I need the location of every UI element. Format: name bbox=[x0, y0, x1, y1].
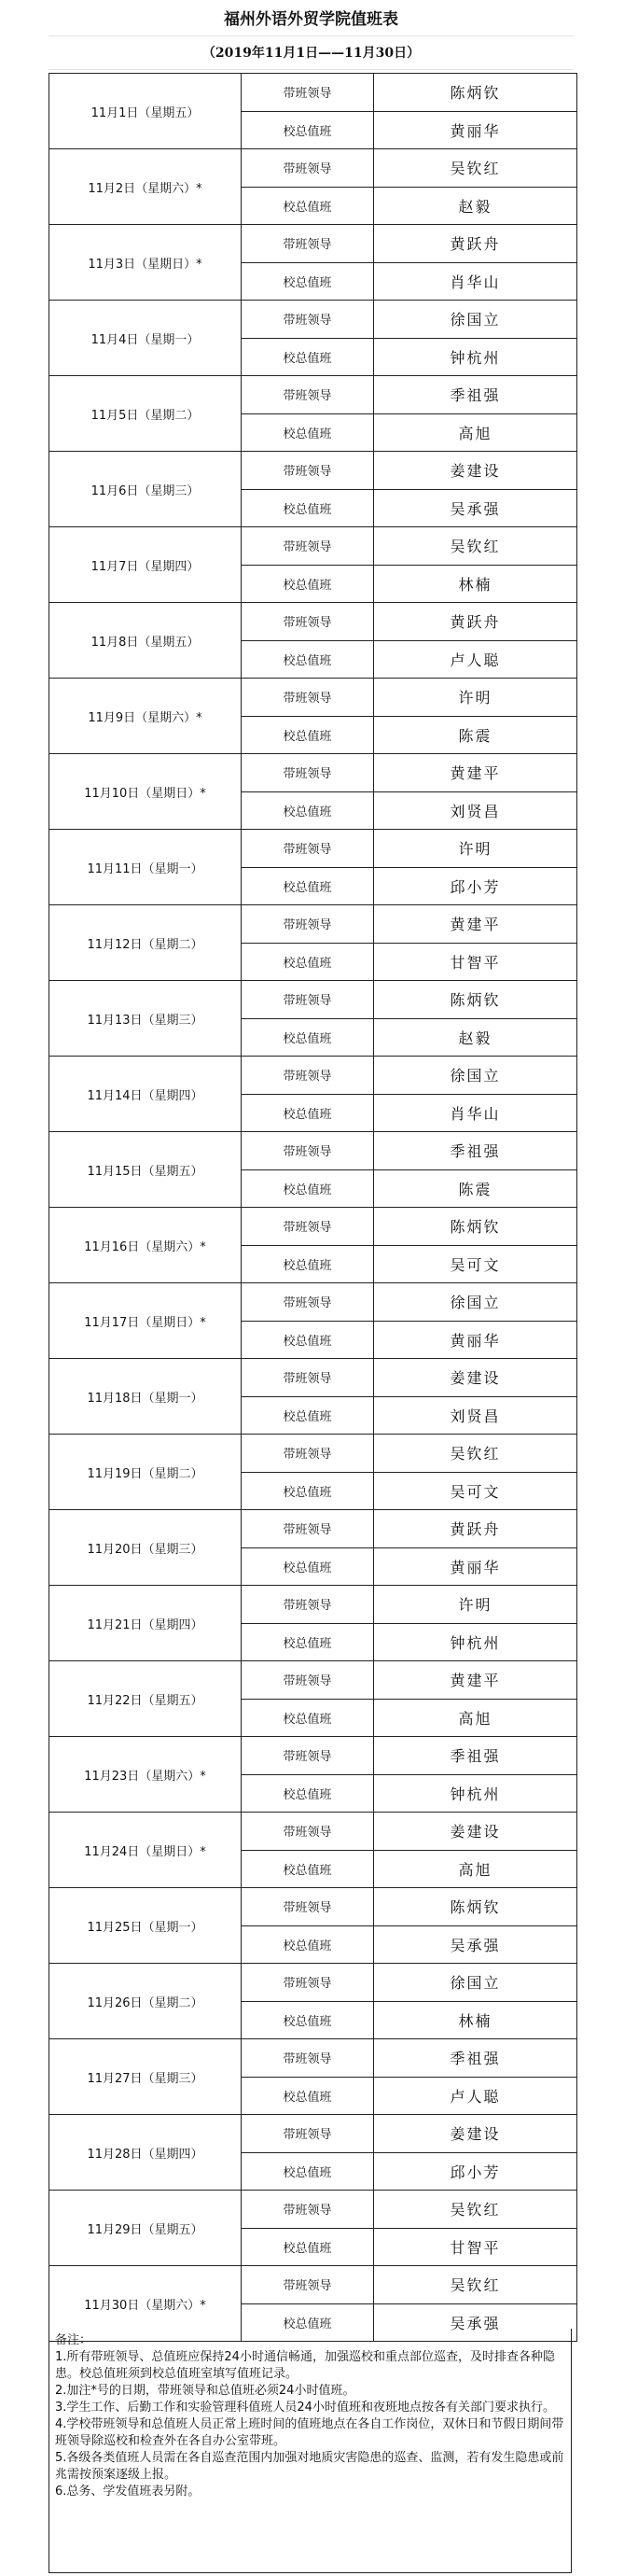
duty-name-cell: 高旭 bbox=[374, 1850, 577, 1888]
date-cell: 11月28日（星期四） bbox=[49, 2115, 242, 2191]
date-cell: 11月5日（星期二） bbox=[49, 376, 242, 452]
leader-name-cell: 吴钦红 bbox=[374, 2191, 577, 2229]
leader-name-cell: 徐国立 bbox=[374, 1283, 577, 1322]
table-row bbox=[49, 1510, 577, 1548]
note-item: 1.所有带班领导、总值班应保持24小时通信畅通，加强巡校和重点部位巡查，及时排查各种隐患。校总值班须到校总值班室填写值班记录。 bbox=[55, 2350, 555, 2381]
date-cell: 11月15日（星期五） bbox=[49, 1132, 242, 1208]
duty-name-cell: 邱小芳 bbox=[374, 2152, 577, 2191]
leader-role-cell: 带班领导 bbox=[242, 1964, 374, 2002]
date-cell: 11月24日（星期日）* bbox=[49, 1813, 242, 1888]
duty-name-cell: 黄丽华 bbox=[374, 1547, 577, 1586]
date-cell: 11月23日（星期六）* bbox=[49, 1737, 242, 1813]
duty-name-cell: 高旭 bbox=[374, 1699, 577, 1737]
date-cell: 11月29日（星期五） bbox=[49, 2191, 242, 2266]
table-row bbox=[49, 603, 577, 641]
duty-role-cell: 校总值班 bbox=[242, 338, 374, 376]
duty-name-cell: 黄丽华 bbox=[374, 111, 577, 149]
duty-role-cell: 校总值班 bbox=[242, 943, 374, 981]
date-cell: 11月17日（星期日）* bbox=[49, 1283, 242, 1359]
table-row bbox=[49, 225, 577, 263]
leader-role-cell: 带班领导 bbox=[242, 2039, 374, 2078]
notes-heading: 备注： bbox=[55, 2333, 92, 2347]
table-row bbox=[49, 1359, 577, 1397]
leader-name-cell: 姜建设 bbox=[374, 1813, 577, 1851]
leader-role-cell: 带班领导 bbox=[242, 1888, 374, 1926]
duty-role-cell: 校总值班 bbox=[242, 2303, 374, 2342]
table-row bbox=[49, 679, 577, 717]
table-row bbox=[49, 981, 577, 1019]
table-row bbox=[49, 830, 577, 868]
duty-role-cell: 校总值班 bbox=[242, 1699, 374, 1737]
leader-role-cell: 带班领导 bbox=[242, 1132, 374, 1170]
table-row bbox=[49, 1283, 577, 1322]
leader-role-cell: 带班领导 bbox=[242, 981, 374, 1019]
duty-role-cell: 校总值班 bbox=[242, 1245, 374, 1283]
duty-role-cell: 校总值班 bbox=[242, 791, 374, 830]
duty-role-cell: 校总值班 bbox=[242, 2152, 374, 2191]
leader-role-cell: 带班领导 bbox=[242, 2191, 374, 2229]
leader-name-cell: 许明 bbox=[374, 1586, 577, 1624]
duty-role-cell: 校总值班 bbox=[242, 2001, 374, 2039]
leader-name-cell: 黄跃舟 bbox=[374, 225, 577, 263]
date-cell: 11月2日（星期六）* bbox=[49, 149, 242, 225]
duty-role-cell: 校总值班 bbox=[242, 1018, 374, 1057]
duty-role-cell: 校总值班 bbox=[242, 1321, 374, 1359]
leader-name-cell: 吴钦红 bbox=[374, 1435, 577, 1473]
date-cell: 11月20日（星期三） bbox=[49, 1510, 242, 1586]
roster-body bbox=[49, 74, 577, 2342]
date-cell: 11月18日（星期一） bbox=[49, 1359, 242, 1435]
leader-role-cell: 带班领导 bbox=[242, 679, 374, 717]
leader-name-cell: 黄建平 bbox=[374, 905, 577, 944]
table-row bbox=[49, 2266, 577, 2304]
leader-name-cell: 季祖强 bbox=[374, 376, 577, 414]
duty-role-cell: 校总值班 bbox=[242, 1396, 374, 1435]
leader-name-cell: 许明 bbox=[374, 679, 577, 717]
leader-role-cell: 带班领导 bbox=[242, 1208, 374, 1246]
leader-role-cell: 带班领导 bbox=[242, 2266, 374, 2304]
table-row bbox=[49, 905, 577, 944]
note-item: 5.各级各类值班人员需在各自巡查范围内加强对地质灾害隐患的巡查、监测，若有发生隐患或前兆需按预案逐级上报。 bbox=[55, 2451, 564, 2482]
duty-name-cell: 林楠 bbox=[374, 565, 577, 603]
date-cell: 11月21日（星期四） bbox=[49, 1586, 242, 1661]
table-row bbox=[49, 74, 577, 112]
table-row bbox=[49, 1813, 577, 1851]
leader-name-cell: 徐国立 bbox=[374, 301, 577, 339]
duty-role-cell: 校总值班 bbox=[242, 187, 374, 225]
leader-role-cell: 带班领导 bbox=[242, 603, 374, 641]
duty-role-cell: 校总值班 bbox=[242, 716, 374, 754]
date-cell: 11月10日（星期日）* bbox=[49, 754, 242, 830]
duty-role-cell: 校总值班 bbox=[242, 867, 374, 905]
leader-name-cell: 吴钦红 bbox=[374, 2266, 577, 2304]
leader-name-cell: 姜建设 bbox=[374, 1359, 577, 1397]
duty-role-cell: 校总值班 bbox=[242, 1774, 374, 1813]
date-cell: 11月3日（星期日）* bbox=[49, 225, 242, 301]
leader-name-cell: 许明 bbox=[374, 830, 577, 868]
leader-name-cell: 黄跃舟 bbox=[374, 1510, 577, 1548]
duty-name-cell: 吴可文 bbox=[374, 1245, 577, 1283]
leader-role-cell: 带班领导 bbox=[242, 149, 374, 188]
duty-name-cell: 黄丽华 bbox=[374, 1321, 577, 1359]
table-row bbox=[49, 1435, 577, 1473]
table-row bbox=[49, 754, 577, 792]
leader-name-cell: 黄建平 bbox=[374, 1661, 577, 1700]
note-item: 2.加注*号的日期，带班领导和总值班必须24小时值班。 bbox=[55, 2384, 355, 2398]
duty-name-cell: 肖华山 bbox=[374, 262, 577, 301]
duty-name-cell: 邱小芳 bbox=[374, 867, 577, 905]
table-row bbox=[49, 1964, 577, 2002]
leader-name-cell: 陈炳钦 bbox=[374, 1888, 577, 1926]
leader-role-cell: 带班领导 bbox=[242, 2115, 374, 2153]
duty-role-cell: 校总值班 bbox=[242, 1925, 374, 1964]
duty-role-cell: 校总值班 bbox=[242, 111, 374, 149]
duty-role-cell: 校总值班 bbox=[242, 413, 374, 452]
duty-role-cell: 校总值班 bbox=[242, 1169, 374, 1208]
roster-title: 福州外语外贸学院值班表 bbox=[49, 4, 574, 36]
note-item: 6.总务、学发值班表另附。 bbox=[55, 2485, 201, 2499]
date-cell: 11月4日（星期一） bbox=[49, 301, 242, 376]
duty-name-cell: 高旭 bbox=[374, 413, 577, 452]
date-cell: 11月7日（星期四） bbox=[49, 527, 242, 603]
duty-role-cell: 校总值班 bbox=[242, 640, 374, 679]
leader-role-cell: 带班领导 bbox=[242, 905, 374, 944]
duty-role-cell: 校总值班 bbox=[242, 565, 374, 603]
leader-role-cell: 带班领导 bbox=[242, 1435, 374, 1473]
duty-name-cell: 赵毅 bbox=[374, 187, 577, 225]
date-cell: 11月25日（星期一） bbox=[49, 1888, 242, 1964]
leader-name-cell: 季祖强 bbox=[374, 2039, 577, 2078]
duty-role-cell: 校总值班 bbox=[242, 1472, 374, 1510]
leader-role-cell: 带班领导 bbox=[242, 830, 374, 868]
leader-name-cell: 季祖强 bbox=[374, 1132, 577, 1170]
roster-period: （2019年11月1日——11月30日） bbox=[49, 37, 574, 70]
table-row bbox=[49, 1661, 577, 1700]
leader-name-cell: 陈炳钦 bbox=[374, 981, 577, 1019]
duty-name-cell: 钟杭州 bbox=[374, 338, 577, 376]
leader-name-cell: 陈炳钦 bbox=[374, 1208, 577, 1246]
duty-name-cell: 甘智平 bbox=[374, 2228, 577, 2266]
date-cell: 11月1日（星期五） bbox=[49, 74, 242, 149]
leader-role-cell: 带班领导 bbox=[242, 1737, 374, 1775]
roster-table bbox=[49, 73, 577, 2342]
leader-name-cell: 陈炳钦 bbox=[374, 74, 577, 112]
date-cell: 11月14日（星期四） bbox=[49, 1057, 242, 1132]
table-row bbox=[49, 1208, 577, 1246]
notes-section bbox=[49, 2329, 572, 2573]
duty-role-cell: 校总值班 bbox=[242, 262, 374, 301]
date-cell: 11月13日（星期三） bbox=[49, 981, 242, 1057]
duty-name-cell: 吴承强 bbox=[374, 2303, 577, 2342]
leader-role-cell: 带班领导 bbox=[242, 754, 374, 792]
duty-name-cell: 赵毅 bbox=[374, 1018, 577, 1057]
table-row bbox=[49, 301, 577, 339]
duty-role-cell: 校总值班 bbox=[242, 1850, 374, 1888]
duty-name-cell: 卢人聪 bbox=[374, 640, 577, 679]
duty-role-cell: 校总值班 bbox=[242, 489, 374, 527]
leader-name-cell: 徐国立 bbox=[374, 1964, 577, 2002]
date-cell: 11月11日（星期一） bbox=[49, 830, 242, 905]
duty-role-cell: 校总值班 bbox=[242, 2228, 374, 2266]
leader-role-cell: 带班领导 bbox=[242, 1813, 374, 1851]
duty-role-cell: 校总值班 bbox=[242, 1547, 374, 1586]
table-row bbox=[49, 452, 577, 490]
leader-name-cell: 季祖强 bbox=[374, 1737, 577, 1775]
duty-name-cell: 吴承强 bbox=[374, 489, 577, 527]
leader-role-cell: 带班领导 bbox=[242, 1586, 374, 1624]
table-row bbox=[49, 1057, 577, 1095]
duty-name-cell: 钟杭州 bbox=[374, 1774, 577, 1813]
date-cell: 11月22日（星期五） bbox=[49, 1661, 242, 1737]
table-row bbox=[49, 1132, 577, 1170]
leader-role-cell: 带班领导 bbox=[242, 1359, 374, 1397]
duty-name-cell: 刘贤昌 bbox=[374, 791, 577, 830]
leader-role-cell: 带班领导 bbox=[242, 1283, 374, 1322]
leader-name-cell: 黄建平 bbox=[374, 754, 577, 792]
leader-name-cell: 姜建设 bbox=[374, 452, 577, 490]
duty-name-cell: 刘贤昌 bbox=[374, 1396, 577, 1435]
duty-name-cell: 吴承强 bbox=[374, 1925, 577, 1964]
date-cell: 11月27日（星期三） bbox=[49, 2039, 242, 2115]
table-row bbox=[49, 2191, 577, 2229]
duty-name-cell: 甘智平 bbox=[374, 943, 577, 981]
leader-role-cell: 带班领导 bbox=[242, 74, 374, 112]
leader-role-cell: 带班领导 bbox=[242, 225, 374, 263]
duty-name-cell: 陈震 bbox=[374, 716, 577, 754]
leader-name-cell: 黄跃舟 bbox=[374, 603, 577, 641]
table-row bbox=[49, 2039, 577, 2078]
table-row bbox=[49, 149, 577, 188]
leader-role-cell: 带班领导 bbox=[242, 452, 374, 490]
leader-role-cell: 带班领导 bbox=[242, 1510, 374, 1548]
duty-name-cell: 陈震 bbox=[374, 1169, 577, 1208]
leader-role-cell: 带班领导 bbox=[242, 1661, 374, 1700]
leader-role-cell: 带班领导 bbox=[242, 376, 374, 414]
duty-name-cell: 林楠 bbox=[374, 2001, 577, 2039]
note-item: 4.学校带班领导和总值班人员正常上班时间的值班地点在各自工作岗位，双休日和节假日期间带班领导除巡校和检查外在各自办公室带班。 bbox=[55, 2417, 564, 2448]
duty-role-cell: 校总值班 bbox=[242, 2077, 374, 2115]
table-row bbox=[49, 2115, 577, 2153]
date-cell: 11月19日（星期二） bbox=[49, 1435, 242, 1510]
date-cell: 11月6日（星期三） bbox=[49, 452, 242, 527]
note-item: 3.学生工作、后勤工作和实验管理科值班人员24小时值班和夜班地点按各有关部门要求执行。 bbox=[55, 2401, 555, 2415]
table-row bbox=[49, 1586, 577, 1624]
table-row bbox=[49, 376, 577, 414]
leader-name-cell: 吴钦红 bbox=[374, 527, 577, 566]
date-cell: 11月16日（星期六）* bbox=[49, 1208, 242, 1283]
table-row bbox=[49, 1888, 577, 1926]
duty-name-cell: 肖华山 bbox=[374, 1094, 577, 1132]
leader-role-cell: 带班领导 bbox=[242, 1057, 374, 1095]
duty-name-cell: 卢人聪 bbox=[374, 2077, 577, 2115]
duty-name-cell: 钟杭州 bbox=[374, 1623, 577, 1661]
duty-role-cell: 校总值班 bbox=[242, 1623, 374, 1661]
leader-name-cell: 姜建设 bbox=[374, 2115, 577, 2153]
date-cell: 11月9日（星期六）* bbox=[49, 679, 242, 754]
leader-role-cell: 带班领导 bbox=[242, 301, 374, 339]
date-cell: 11月26日（星期二） bbox=[49, 1964, 242, 2039]
leader-role-cell: 带班领导 bbox=[242, 527, 374, 566]
leader-name-cell: 徐国立 bbox=[374, 1057, 577, 1095]
leader-name-cell: 吴钦红 bbox=[374, 149, 577, 188]
duty-role-cell: 校总值班 bbox=[242, 1094, 374, 1132]
date-cell: 11月8日（星期五） bbox=[49, 603, 242, 679]
date-cell: 11月12日（星期二） bbox=[49, 905, 242, 981]
date-cell: 11月30日（星期六）* bbox=[49, 2266, 242, 2342]
duty-name-cell: 吴可文 bbox=[374, 1472, 577, 1510]
table-row bbox=[49, 1737, 577, 1775]
table-row bbox=[49, 527, 577, 566]
